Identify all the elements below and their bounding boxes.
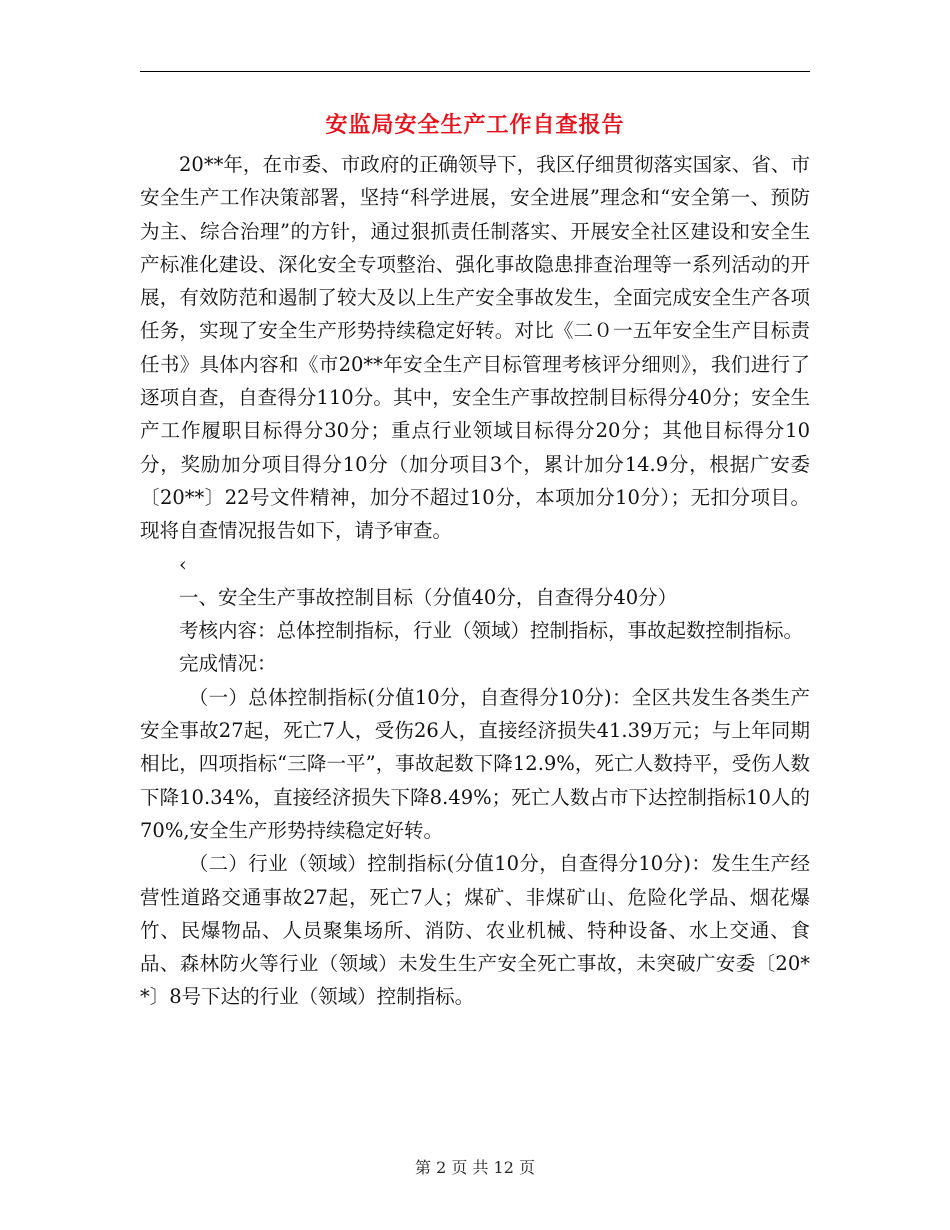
paragraph-assessment-content: 考核内容：总体控制指标，行业（领域）控制指标，事故起数控制指标。	[179, 619, 804, 643]
paragraph-completion-label: 完成情况：	[179, 652, 277, 676]
paragraph-industry-indicators: （二）行业（领域）控制指标(分值10分，自查得分10分)：发生生产经营性道路交通事故27起，死亡7人；煤矿、非煤矿山、危险化学品、烟花爆竹、民爆物品、人员聚集场所、消防、农业机械、特种设备、水上交通、食品、森林防火等行业（领域）未发生生产安全死亡事故，未突破广安委〔20**〕8号下达的行业（领域）控制指标。	[140, 852, 810, 1009]
paragraph-intro: 20**年，在市委、市政府的正确领导下，我区仔细贯彻落实国家、省、市安全生产工作决策部署，坚持“科学进展，安全进展”理念和“安全第一、预防为主、综合治理”的方针，通过狠抓责任制落实、开展安全社区建设和安全生产标准化建设、深化安全专项整治、强化事故隐患排查治理等一系列活动的开展，有效防范和遏制了较大及以上生产安全事故发生，全面完成安全生产各项任务，实现了安全生产形势持续稳定好转。对比《二０一五年安全生产目标责任书》具体内容和《市20**年安全生产目标管理考核评分细则》，我们进行了逐项自查，自查得分110分。其中，安全生产事故控制目标得分40分；安全生产工作履职目标得分30分；重点行业领域目标得分20分；其他目标得分10分，奖励加分项目得分10分（加分项目3个，累计加分14.9分，根据广安委〔20**〕22号文件精神，加分不超过10分，本项加分10分）；无扣分项目。现将自查情况报告如下，请予审查。	[140, 153, 810, 543]
paragraph-overall-indicators: （一）总体控制指标(分值10分，自查得分10分)：全区共发生各类生产安全事故27起，死亡7人，受伤26人，直接经济损失41.39万元；与上年同期相比，四项指标“三降一平”，事故起数下降12.9%，死亡人数持平，受伤人数下降10.34%，直接经济损失下降8.49%；死亡人数占市下达控制指标10人的70%,安全生产形势持续稳定好转。	[140, 685, 810, 842]
page-number-footer: 第 2 页 共 12 页	[415, 1158, 535, 1177]
section-heading-1: 一、安全生产事故控制目标（分值40分，自查得分40分）	[179, 585, 678, 609]
header-rule	[140, 71, 810, 72]
document-body	[140, 148, 810, 1014]
document-title: 安监局安全生产工作自查报告	[325, 112, 625, 138]
paragraph-marker: ‹	[179, 552, 187, 576]
